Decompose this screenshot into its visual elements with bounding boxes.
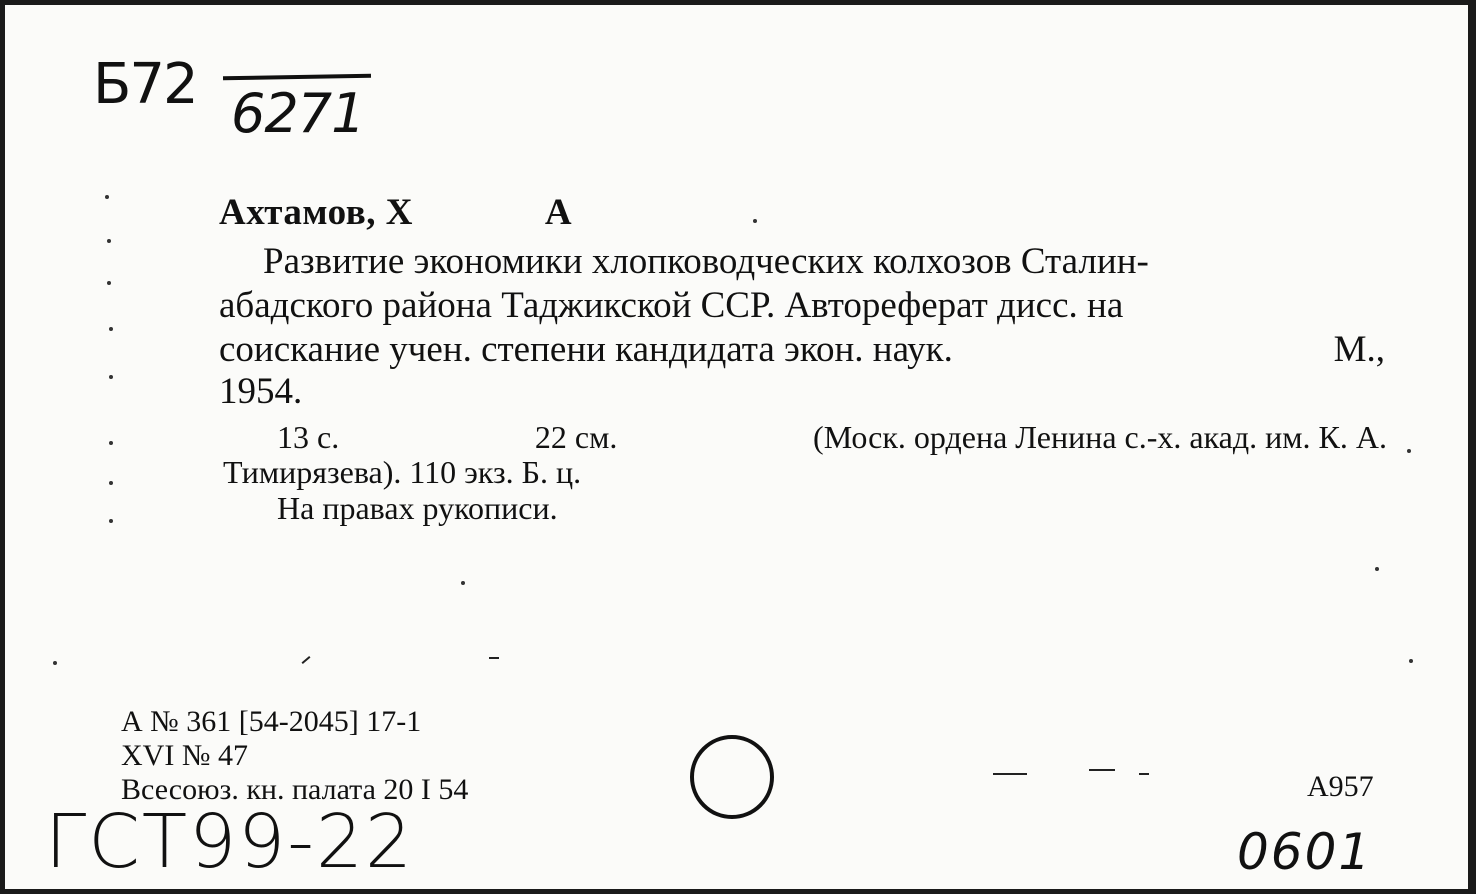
- scan-dash: [489, 657, 499, 659]
- shelf-code-handwritten: Б72: [93, 52, 197, 117]
- publication-year: 1954.: [219, 371, 303, 412]
- scan-speck: [1409, 659, 1413, 663]
- scan-dash: [302, 656, 311, 664]
- publication-place: М.,: [1333, 329, 1385, 370]
- scan-speck: [109, 441, 113, 445]
- author-heading: [219, 191, 572, 234]
- shelf-number-handwritten: 6271: [231, 82, 365, 145]
- punch-hole: [690, 735, 774, 819]
- shelf-code-fraction-bar: [223, 74, 371, 81]
- scan-dash: [993, 773, 1027, 775]
- scan-speck: [461, 581, 465, 585]
- scan-speck: [1407, 449, 1411, 453]
- scan-speck: [109, 519, 113, 523]
- catalog-code: А957: [1307, 770, 1374, 803]
- page-count: 13 с.: [277, 419, 340, 455]
- scan-speck: [107, 281, 111, 285]
- title-line-3-text: соискание учен. степени кандидата экон. наук.: [219, 329, 953, 370]
- author-initial: А: [544, 192, 573, 233]
- footer-section: XVI № 47: [121, 739, 248, 772]
- scan-speck: [753, 219, 757, 223]
- scan-speck: [109, 327, 113, 331]
- size: 22 см.: [534, 419, 618, 455]
- scan-speck: [53, 661, 57, 665]
- scan-speck: [1375, 567, 1379, 571]
- scan-dash: [1139, 773, 1149, 775]
- inventory-number-handwritten: ГСТ99-22: [45, 799, 415, 885]
- collation-line-1: [277, 418, 1387, 456]
- manuscript-note: На правах рукописи.: [277, 490, 558, 526]
- title-line-2: абадского района Таджикской ССР. Автореферат дисс. на: [219, 285, 1124, 326]
- scan-speck: [109, 481, 113, 485]
- author-name: Ахтамов, Х: [219, 192, 413, 233]
- title-line-3: [219, 329, 1385, 371]
- footer-record-number: А № 361 [54-2045] 17-1: [121, 705, 422, 738]
- scan-speck: [105, 195, 109, 199]
- handwritten-note: 0601: [1237, 823, 1373, 881]
- scan-speck: [107, 239, 111, 243]
- footer-chamber: Всесоюз. кн. палата 20 I 54: [121, 773, 469, 806]
- collation-line-2: Тимирязева). 110 экз. Б. ц.: [223, 454, 582, 490]
- scan-speck: [109, 375, 113, 379]
- publisher: (Моск. ордена Ленина с.-х. акад. им. К. А.: [813, 419, 1387, 455]
- scan-dash: [1089, 769, 1115, 771]
- title-line-1: Развитие экономики хлопководческих колхозов Сталин-: [263, 241, 1149, 282]
